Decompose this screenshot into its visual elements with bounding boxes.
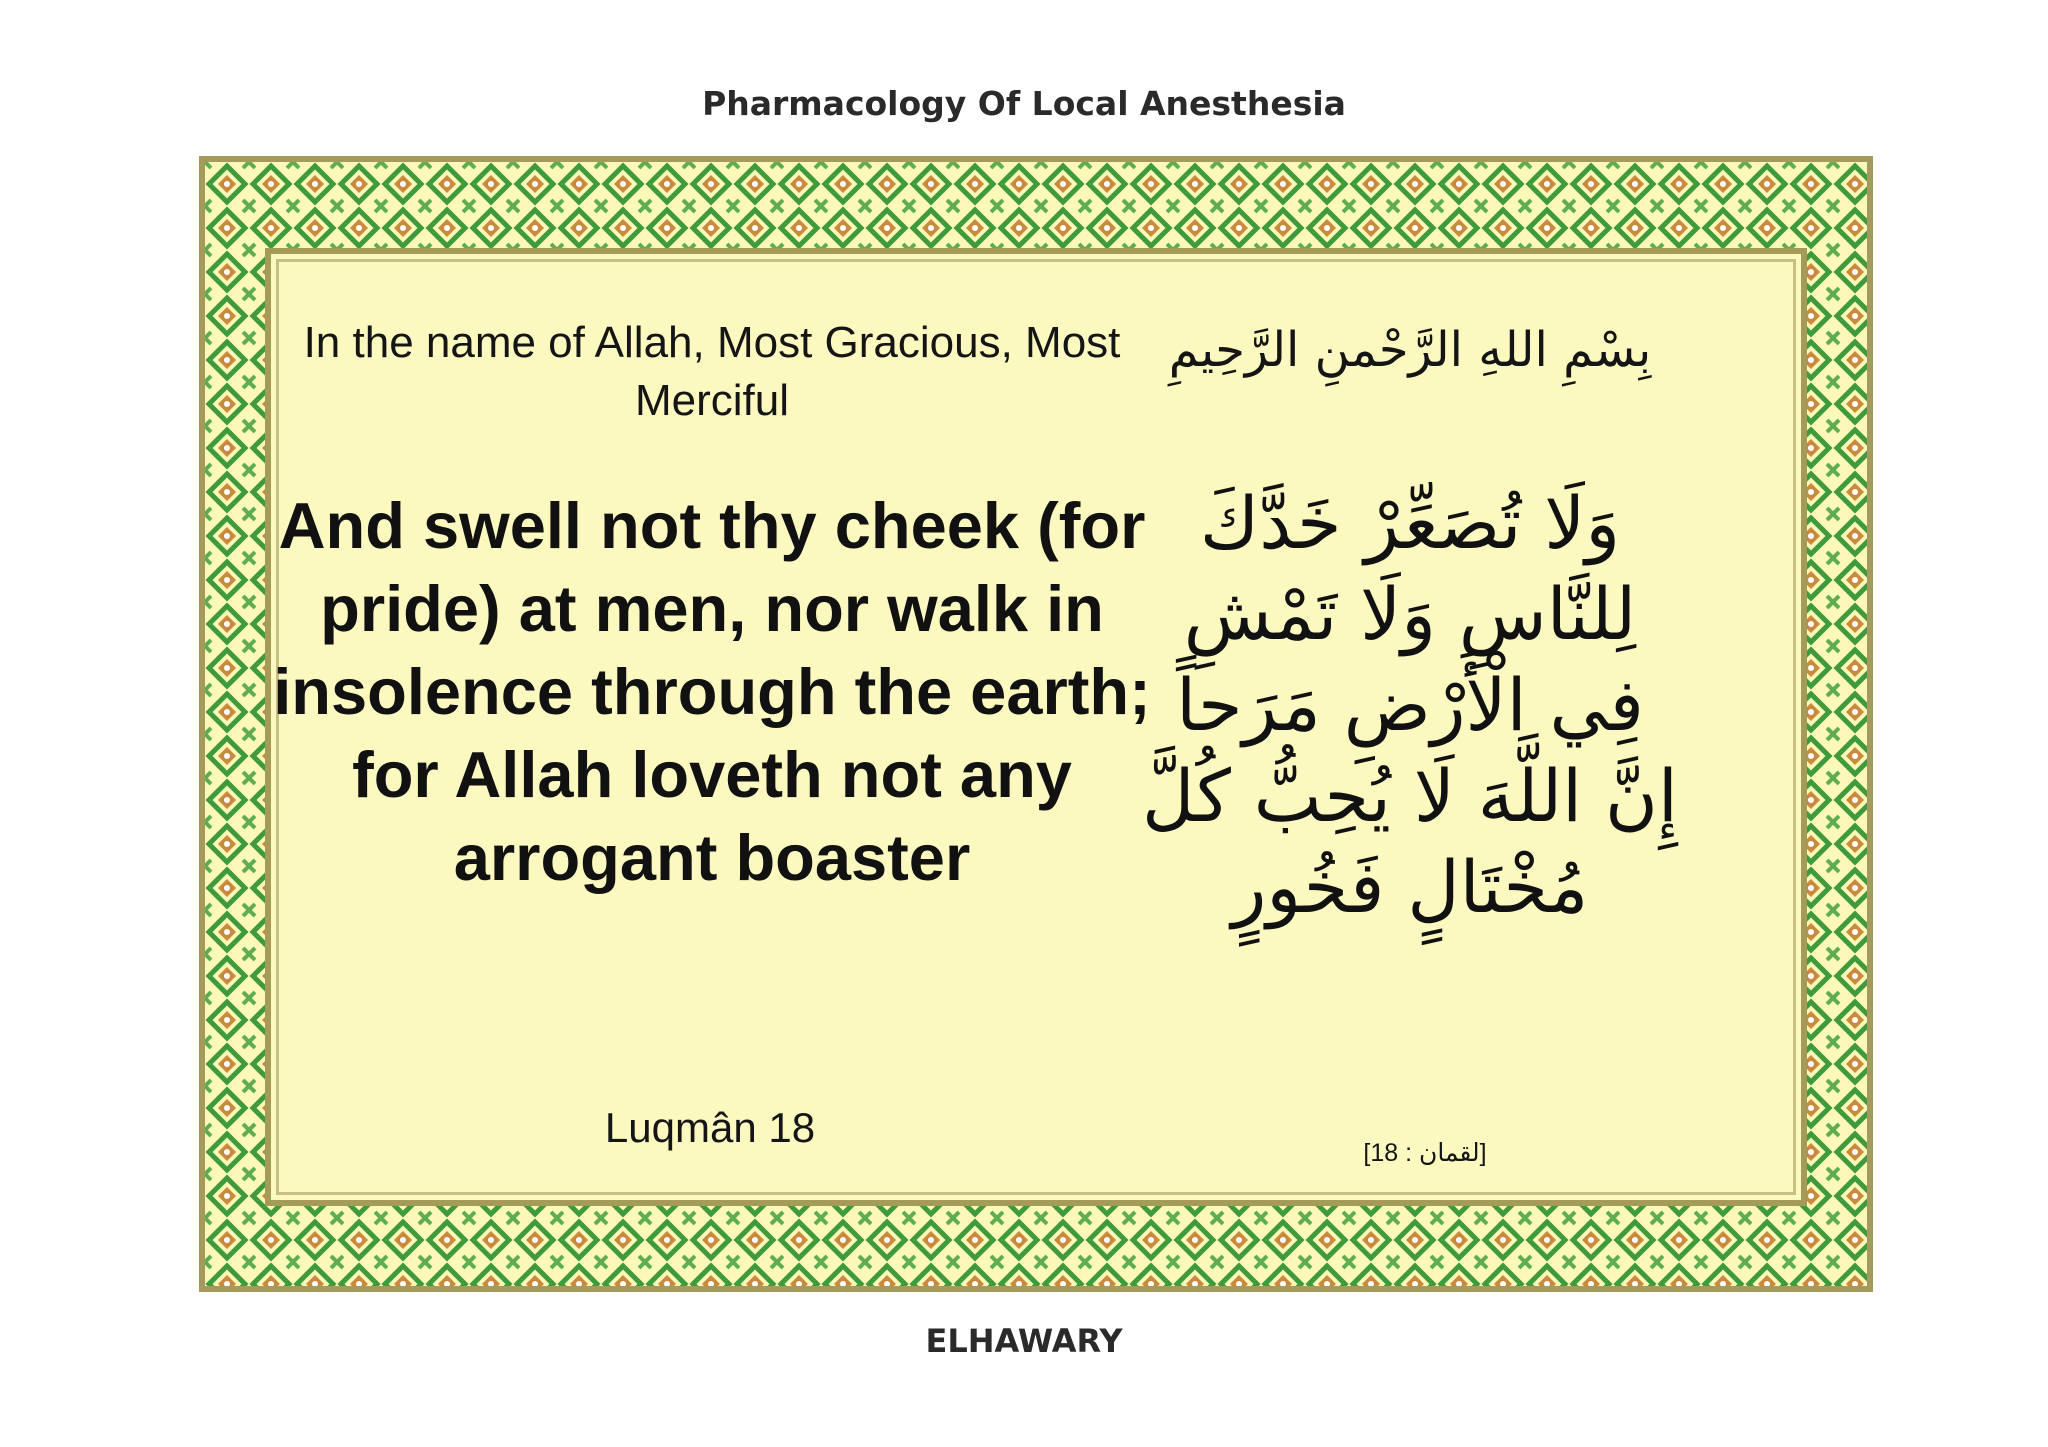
- footer-credit: ELHAWARY: [925, 1322, 1123, 1360]
- english-verse: And swell not thy cheek (for pride) at men, nor walk in insolence through the earth; for Allah loveth not any arrogant boaster: [273, 489, 1151, 894]
- arabic-verse: وَلَا تُصَعِّرْ خَدَّكَ لِلنَّاسِ وَلَا تَمْشِ فِي الْأَرْضِ مَرَحاً إِنَّ اللَّهَ لَا يُحِبُّ كُلَّ مُخْتَالٍ فَخُورٍ: [1142, 481, 1678, 929]
- page-header-title: Pharmacology Of Local Anesthesia: [702, 84, 1346, 123]
- arabic-verse-reference: [لقمان : 18]: [1363, 1139, 1487, 1167]
- english-basmala: In the name of Allah, Most Gracious, Most Merciful: [303, 318, 1121, 425]
- english-verse-reference: Luqmân 18: [604, 1104, 816, 1151]
- arabic-basmala: بِسْمِ اللهِ الرَّحْمنِ الرَّحِيمِ: [1168, 322, 1652, 378]
